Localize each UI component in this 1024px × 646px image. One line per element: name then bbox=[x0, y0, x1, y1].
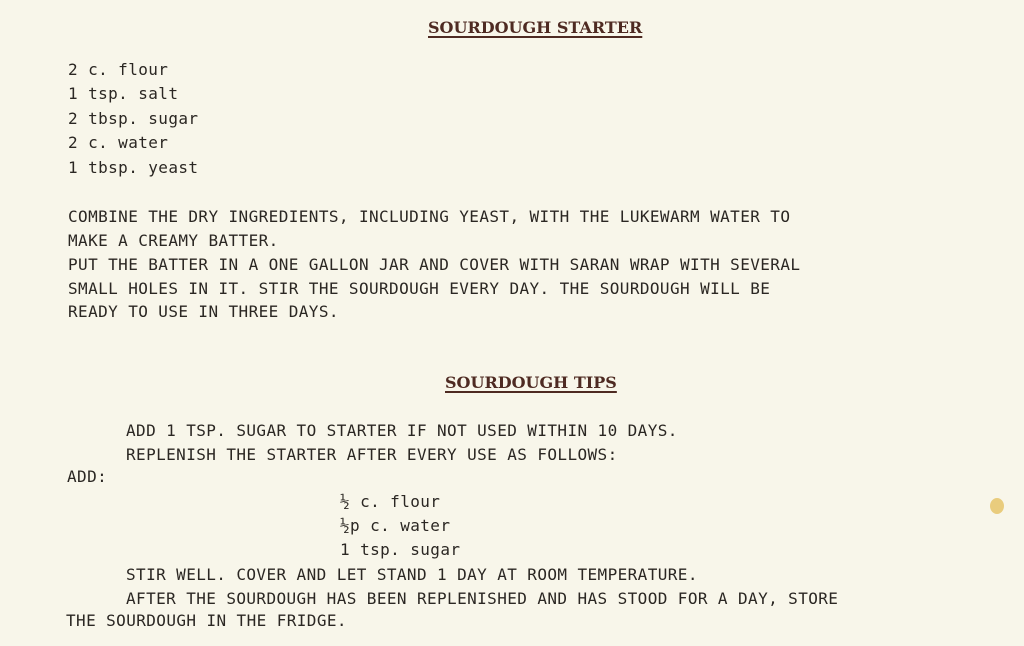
add-item: ½ c. flour bbox=[340, 492, 441, 511]
add-label: ADD: bbox=[67, 467, 108, 486]
instruction-line: MAKE A CREAMY BATTER. bbox=[68, 231, 279, 250]
instruction-line: COMBINE THE DRY INGREDIENTS, INCLUDING YEAST, WITH THE LUKEWARM WATER TO bbox=[68, 207, 791, 226]
ingredient-line: 2 c. flour bbox=[68, 60, 169, 79]
add-item: 1 tsp. sugar bbox=[340, 540, 461, 559]
tip-line: THE SOURDOUGH IN THE FRIDGE. bbox=[66, 611, 347, 630]
instruction-line: READY TO USE IN THREE DAYS. bbox=[68, 302, 339, 321]
ingredient-line: 2 c. water bbox=[68, 133, 169, 152]
ingredient-line: 1 tbsp. yeast bbox=[68, 158, 199, 177]
paper-stain bbox=[990, 498, 1004, 514]
starter-heading: SOURDOUGH STARTER bbox=[428, 18, 643, 37]
tip-line: STIR WELL. COVER AND LET STAND 1 DAY AT ROOM TEMPERATURE. bbox=[126, 565, 698, 584]
instruction-line: PUT THE BATTER IN A ONE GALLON JAR AND COVER WITH SARAN WRAP WITH SEVERAL bbox=[68, 255, 801, 274]
ingredient-line: 2 tbsp. sugar bbox=[68, 109, 199, 128]
tips-heading: SOURDOUGH TIPS bbox=[445, 373, 617, 392]
ingredient-line: 1 tsp. salt bbox=[68, 84, 179, 103]
instruction-line: SMALL HOLES IN IT. STIR THE SOURDOUGH EVERY DAY. THE SOURDOUGH WILL BE bbox=[68, 279, 771, 298]
add-item: ½p c. water bbox=[340, 516, 451, 535]
tip-line: REPLENISH THE STARTER AFTER EVERY USE AS FOLLOWS: bbox=[126, 445, 618, 464]
tip-line: ADD 1 TSP. SUGAR TO STARTER IF NOT USED WITHIN 10 DAYS. bbox=[126, 421, 678, 440]
tip-line: AFTER THE SOURDOUGH HAS BEEN REPLENISHED AND HAS STOOD FOR A DAY, STORE bbox=[126, 589, 839, 608]
